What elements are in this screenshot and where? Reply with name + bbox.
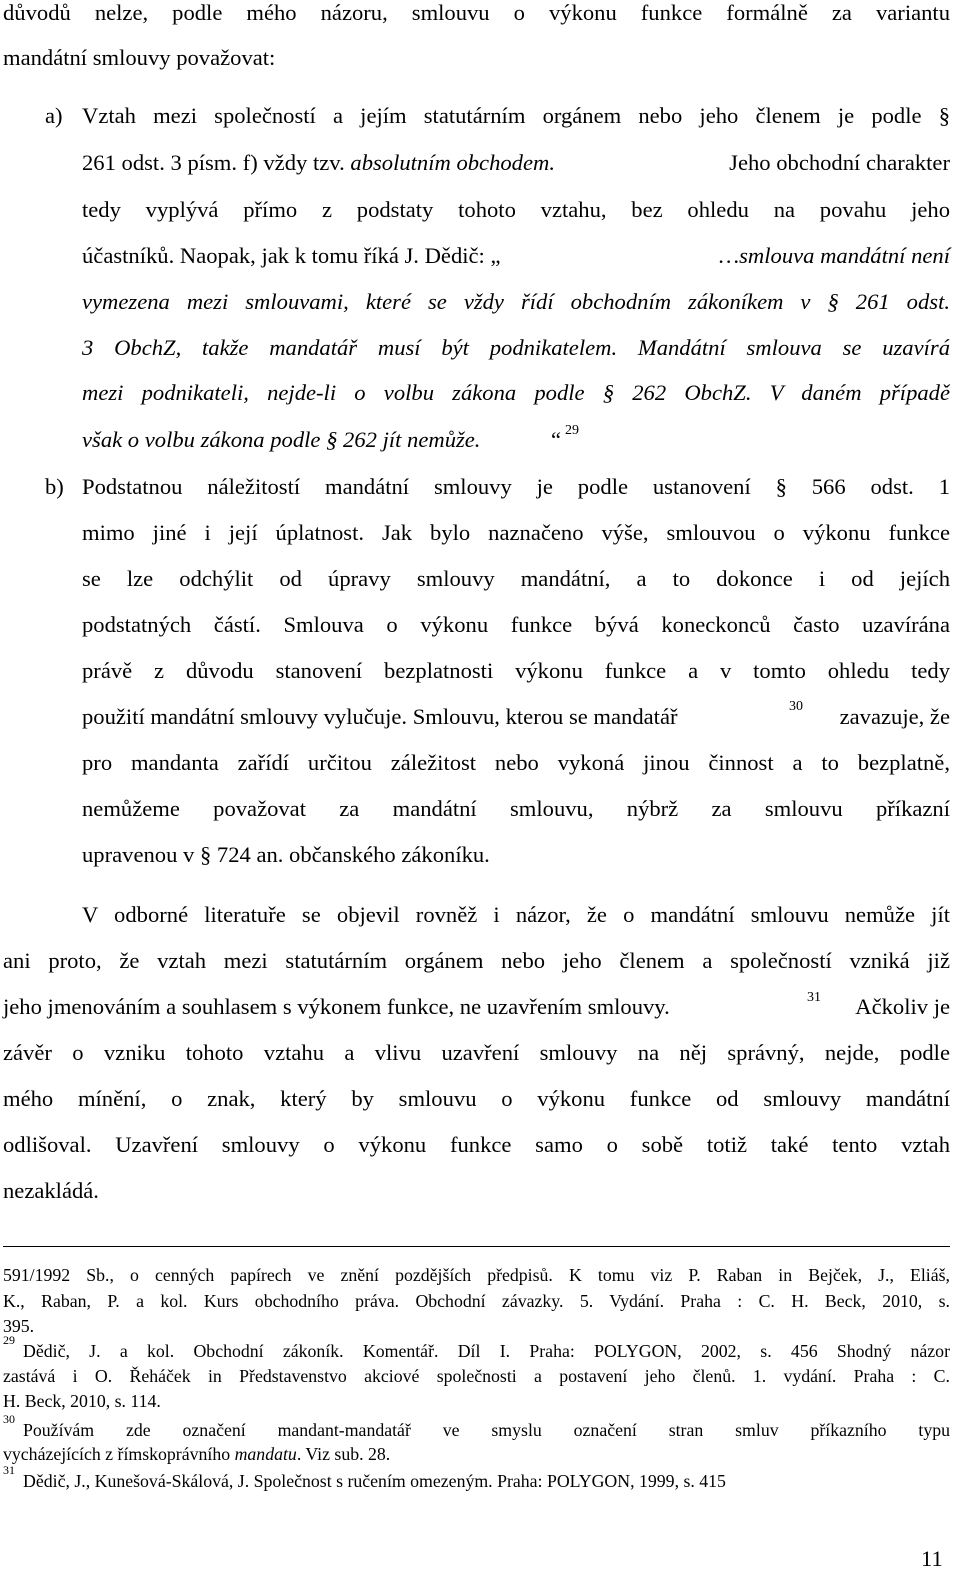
footnote-line bbox=[3, 1463, 950, 1493]
text-run bbox=[82, 143, 555, 183]
footnote-line bbox=[3, 1314, 950, 1338]
text: upravenou v § 724 an. občanského zákoníku. bbox=[82, 842, 490, 867]
text: zavazuje, že bbox=[839, 704, 950, 729]
footnote-line bbox=[3, 1364, 950, 1388]
footnote-line bbox=[3, 1333, 950, 1363]
footnote-line bbox=[3, 1289, 950, 1313]
list-item-b-line bbox=[0, 743, 960, 783]
paragraph-line bbox=[0, 1171, 960, 1211]
text: Podstatnou náležitostí mandátní smlouvy je podle ustanovení § 566 odst. 1 bbox=[82, 474, 950, 499]
emphasis: absolutním obchodem. bbox=[350, 150, 555, 175]
list-item-a-line bbox=[0, 143, 960, 183]
text: . Viz sub. 28. bbox=[296, 1444, 391, 1464]
paragraph-line bbox=[0, 895, 960, 935]
paragraph-line bbox=[0, 1125, 960, 1165]
text: účastníků. Naopak, jak k tomu říká J. Dědič: „ bbox=[82, 243, 501, 268]
text-line bbox=[0, 0, 960, 33]
footnote-text: Používám zde označení mandant-mandatář ve smyslu označení stran smluv příkazního typu bbox=[23, 1420, 950, 1440]
footnote-ref-30: 30 bbox=[789, 699, 803, 714]
footnote-text: 591/1992 Sb., o cenných papírech ve znění pozdějších předpisů. K tomu viz P. Raban in Bejček, J., Eliáš, bbox=[3, 1265, 950, 1285]
emphasis: …smlouva mandátní není bbox=[719, 243, 950, 268]
closing-quote: “ bbox=[551, 427, 562, 452]
footnote-text: Dědič, J., Kunešová-Skálová, J. Společnost s ručením omezeným. Praha: POLYGON, 1999, s. 415 bbox=[23, 1471, 726, 1491]
footnote-ref-31: 31 bbox=[807, 990, 821, 1005]
emphasis: vymezena mezi smlouvami, které se vždy řídí obchodním zákoníkem v § 261 odst. bbox=[82, 289, 950, 314]
list-item-a-line bbox=[0, 328, 960, 368]
list-item-a-line bbox=[0, 373, 960, 413]
footnote-text: H. Beck, 2010, s. 114. bbox=[3, 1391, 161, 1411]
list-item-b-line bbox=[0, 559, 960, 599]
text: podstatných částí. Smlouva o výkonu funkce bývá koneckonců často uzavírána bbox=[82, 612, 950, 637]
footnote-text: K., Raban, P. a kol. Kurs obchodního práva. Obchodní závazky. 5. Vydání. Praha : C. H. Beck, 2010, s. bbox=[3, 1291, 950, 1311]
paragraph-line bbox=[0, 941, 960, 981]
text: vycházejících z římskoprávního bbox=[3, 1444, 231, 1464]
list-marker-a: a) bbox=[45, 103, 63, 128]
emphasis: mandatu bbox=[234, 1444, 297, 1464]
text: nezakládá. bbox=[3, 1178, 99, 1203]
emphasis: mezi podnikateli, nejde-li o volbu zákona podle § 262 ObchZ. V daném případě bbox=[82, 380, 950, 405]
text-line bbox=[0, 38, 960, 78]
text: odlišoval. Uzavření smlouvy o výkonu funkce samo o sobě totiž také tento vztah bbox=[3, 1132, 950, 1157]
list-item-a-line bbox=[0, 420, 960, 460]
footnote-line bbox=[3, 1412, 950, 1442]
text: tedy vyplývá přímo z podstaty tohoto vztahu, bez ohledu na povahu jeho bbox=[82, 197, 950, 222]
footnote-text: 395. bbox=[3, 1316, 35, 1336]
list-marker-b: b) bbox=[45, 474, 64, 499]
emphasis: však o volbu zákona podle § 262 jít nemůže. bbox=[82, 427, 481, 452]
text: důvodů nelze, podle mého názoru, smlouvu o výkonu funkce formálně za variantu bbox=[3, 0, 950, 25]
text: pro mandanta zařídí určitou záležitost nebo vykoná jinou činnost a to bezplatně, bbox=[82, 750, 950, 775]
list-item-b-line bbox=[0, 513, 960, 553]
emphasis: 3 ObchZ, takže mandatář musí být podnikatelem. Mandátní smlouva se uzavírá bbox=[82, 335, 950, 360]
footnote-text: Dědič, J. a kol. Obchodní zákoník. Komentář. Díl I. Praha: POLYGON, 2002, s. 456 Shodný názor bbox=[23, 1341, 950, 1361]
paragraph-line bbox=[0, 1033, 960, 1073]
footnote-line bbox=[3, 1442, 950, 1466]
list-item-b-line bbox=[0, 651, 960, 691]
paragraph-line bbox=[0, 1079, 960, 1119]
text: právě z důvodu stanovení bezplatnosti výkonu funkce a v tomto ohledu tedy bbox=[82, 658, 950, 683]
text: mimo jiné i její úplatnost. Jak bylo naznačeno výše, smlouvou o výkonu funkce bbox=[82, 520, 950, 545]
footnote-text: zastává i O. Řeháček in Představenstvo akciové společnosti a postavení jeho členů. 1. vydání. Praha : C. bbox=[3, 1366, 950, 1386]
text: jeho jmenováním a souhlasem s výkonem funkce, ne uzavřením smlouvy. bbox=[3, 994, 670, 1019]
text: závěr o vzniku tohoto vztahu a vlivu uzavření smlouvy na něj správný, nejde, podle bbox=[3, 1040, 950, 1065]
list-item-b-line bbox=[0, 789, 960, 829]
list-item-b-line bbox=[0, 467, 960, 507]
text: Ačkoliv je bbox=[855, 994, 950, 1019]
list-item-b-line bbox=[0, 605, 960, 645]
page-number: 11 bbox=[921, 1546, 943, 1571]
footnote-separator bbox=[3, 1246, 950, 1247]
list-item-a-line bbox=[0, 96, 960, 136]
list-item-a-line bbox=[0, 282, 960, 322]
footnote-line bbox=[3, 1263, 950, 1287]
footnote-ref-29: 29 bbox=[565, 423, 579, 438]
footnote-number-31: 31 bbox=[3, 1463, 15, 1477]
footnote-text bbox=[3, 1442, 390, 1466]
list-item-a-line bbox=[0, 236, 960, 276]
text: mého mínění, o znak, který by smlouvu o výkonu funkce od smlouvy mandátní bbox=[3, 1086, 950, 1111]
footnote-line bbox=[3, 1389, 950, 1413]
footnote-number-30: 30 bbox=[3, 1412, 15, 1426]
text: V odborné literatuře se objevil rovněž i názor, že o mandátní smlouvu nemůže jít bbox=[82, 902, 950, 927]
text: ani proto, že vztah mezi statutárním orgánem nebo jeho členem a společností vzniká již bbox=[3, 948, 950, 973]
text: Jeho obchodní charakter bbox=[729, 150, 950, 175]
text: nemůžeme považovat za mandátní smlouvu, nýbrž za smlouvu příkazní bbox=[82, 796, 950, 821]
list-item-b-line bbox=[0, 697, 960, 737]
text: použití mandátní smlouvy vylučuje. Smlouvu, kterou se mandatář bbox=[82, 704, 678, 729]
list-item-b-line bbox=[0, 835, 960, 875]
paragraph-line bbox=[0, 987, 960, 1027]
footnote-number-29: 29 bbox=[3, 1333, 15, 1347]
text: 261 odst. 3 písm. f) vždy tzv. bbox=[82, 150, 345, 175]
text: se lze odchýlit od úpravy smlouvy mandátní, a to dokonce i od jejích bbox=[82, 566, 950, 591]
list-item-a-line bbox=[0, 190, 960, 230]
text: Vztah mezi společností a jejím statutárním orgánem nebo jeho členem je podle § bbox=[82, 103, 950, 128]
text: mandátní smlouvy považovat: bbox=[3, 45, 276, 70]
